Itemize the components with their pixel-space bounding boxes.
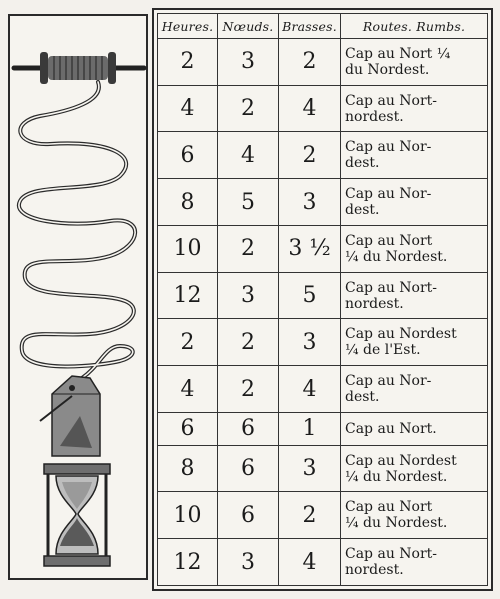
cell-route — [341, 539, 488, 586]
cell-knots: 3 — [218, 539, 279, 586]
route-line: nordest. — [345, 108, 404, 125]
cell-knots: 6 — [218, 492, 279, 539]
log-line-illustration — [8, 14, 148, 580]
route-line: ¼ du Nordest. — [345, 468, 448, 485]
cell-fathoms: 3 ½ — [279, 225, 341, 272]
cell-hours: 4 — [158, 85, 218, 132]
route-line: Cap au Nort ¼ — [345, 45, 451, 62]
cell-route — [341, 445, 488, 492]
log-chip-icon — [40, 376, 100, 456]
cell-fathoms: 3 — [279, 319, 341, 366]
table-row — [158, 132, 488, 179]
log-table-frame — [152, 8, 493, 591]
cell-hours: 6 — [158, 132, 218, 179]
header-fathoms: Brasses. — [279, 14, 341, 39]
route-line: Cap au Nort — [345, 232, 433, 249]
route-line: dest. — [345, 389, 380, 405]
table-row — [158, 366, 488, 413]
cell-knots: 2 — [218, 85, 279, 132]
cell-fathoms: 3 — [279, 179, 341, 226]
cell-route — [341, 132, 488, 179]
cell-hours: 12 — [158, 272, 218, 319]
cell-fathoms: 4 — [279, 85, 341, 132]
cell-route — [341, 412, 488, 445]
route-line: Cap au Nort- — [345, 92, 438, 109]
cell-fathoms: 2 — [279, 492, 341, 539]
table-row — [158, 539, 488, 586]
table-row — [158, 412, 488, 445]
table-row — [158, 225, 488, 272]
route-line: Cap au Nort- — [345, 279, 438, 296]
table-header-row — [158, 14, 488, 39]
cell-hours: 6 — [158, 412, 218, 445]
route-line: Cap au Nort — [345, 499, 433, 516]
cell-route — [341, 366, 488, 413]
header-knots: Nœuds. — [218, 14, 279, 39]
cell-knots: 5 — [218, 179, 279, 226]
table-row — [158, 445, 488, 492]
cell-fathoms: 2 — [279, 132, 341, 179]
cell-route — [341, 179, 488, 226]
ship-log-table — [157, 13, 488, 586]
cell-knots: 3 — [218, 272, 279, 319]
cell-hours: 2 — [158, 39, 218, 86]
route-line: Cap au Nort- — [345, 546, 438, 563]
route-line: Cap au Nort. — [345, 420, 437, 437]
route-line: Cap au Nor- — [345, 186, 432, 203]
cell-knots: 3 — [218, 39, 279, 86]
route-line: ¼ du Nordest. — [345, 248, 448, 265]
route-line: Cap au Nordest — [345, 326, 457, 343]
cell-fathoms: 4 — [279, 539, 341, 586]
cell-route — [341, 492, 488, 539]
cell-fathoms: 1 — [279, 412, 341, 445]
route-line: Cap au Nor- — [345, 373, 432, 389]
cell-knots: 2 — [218, 319, 279, 366]
cell-fathoms: 5 — [279, 272, 341, 319]
sandglass-icon — [44, 464, 110, 566]
cell-route — [341, 272, 488, 319]
table-row — [158, 39, 488, 86]
cell-fathoms: 4 — [279, 366, 341, 413]
table-row — [158, 319, 488, 366]
table-row — [158, 272, 488, 319]
route-line: nordest. — [345, 562, 404, 579]
cell-hours: 8 — [158, 179, 218, 226]
cell-knots: 6 — [218, 445, 279, 492]
table-body — [158, 39, 488, 586]
cell-fathoms: 2 — [279, 39, 341, 86]
route-line: ¼ de l'Est. — [345, 342, 421, 359]
route-line: Cap au Nor- — [345, 139, 432, 156]
reel-icon — [14, 52, 144, 84]
cell-hours: 8 — [158, 445, 218, 492]
log-line-drawing — [10, 16, 150, 582]
route-line: du Nordest. — [345, 61, 430, 78]
cell-route — [341, 85, 488, 132]
route-line: Cap au Nordest — [345, 452, 457, 469]
cell-hours: 10 — [158, 492, 218, 539]
cell-route — [341, 39, 488, 86]
cell-route — [341, 319, 488, 366]
table-row — [158, 85, 488, 132]
route-line: dest. — [345, 155, 380, 172]
header-routes: Routes. Rumbs. — [341, 14, 488, 39]
route-line: ¼ du Nordest. — [345, 515, 448, 532]
header-hours: Heures. — [158, 14, 218, 39]
route-line: dest. — [345, 202, 380, 219]
cell-hours: 10 — [158, 225, 218, 272]
cell-knots: 4 — [218, 132, 279, 179]
route-line: nordest. — [345, 295, 404, 312]
cell-hours: 12 — [158, 539, 218, 586]
cell-route — [341, 225, 488, 272]
cell-hours: 2 — [158, 319, 218, 366]
cell-fathoms: 3 — [279, 445, 341, 492]
cell-knots: 2 — [218, 366, 279, 413]
cell-hours: 4 — [158, 366, 218, 413]
log-line-rope — [19, 82, 135, 378]
cell-knots: 2 — [218, 225, 279, 272]
table-row — [158, 492, 488, 539]
cell-knots: 6 — [218, 412, 279, 445]
table-row — [158, 179, 488, 226]
